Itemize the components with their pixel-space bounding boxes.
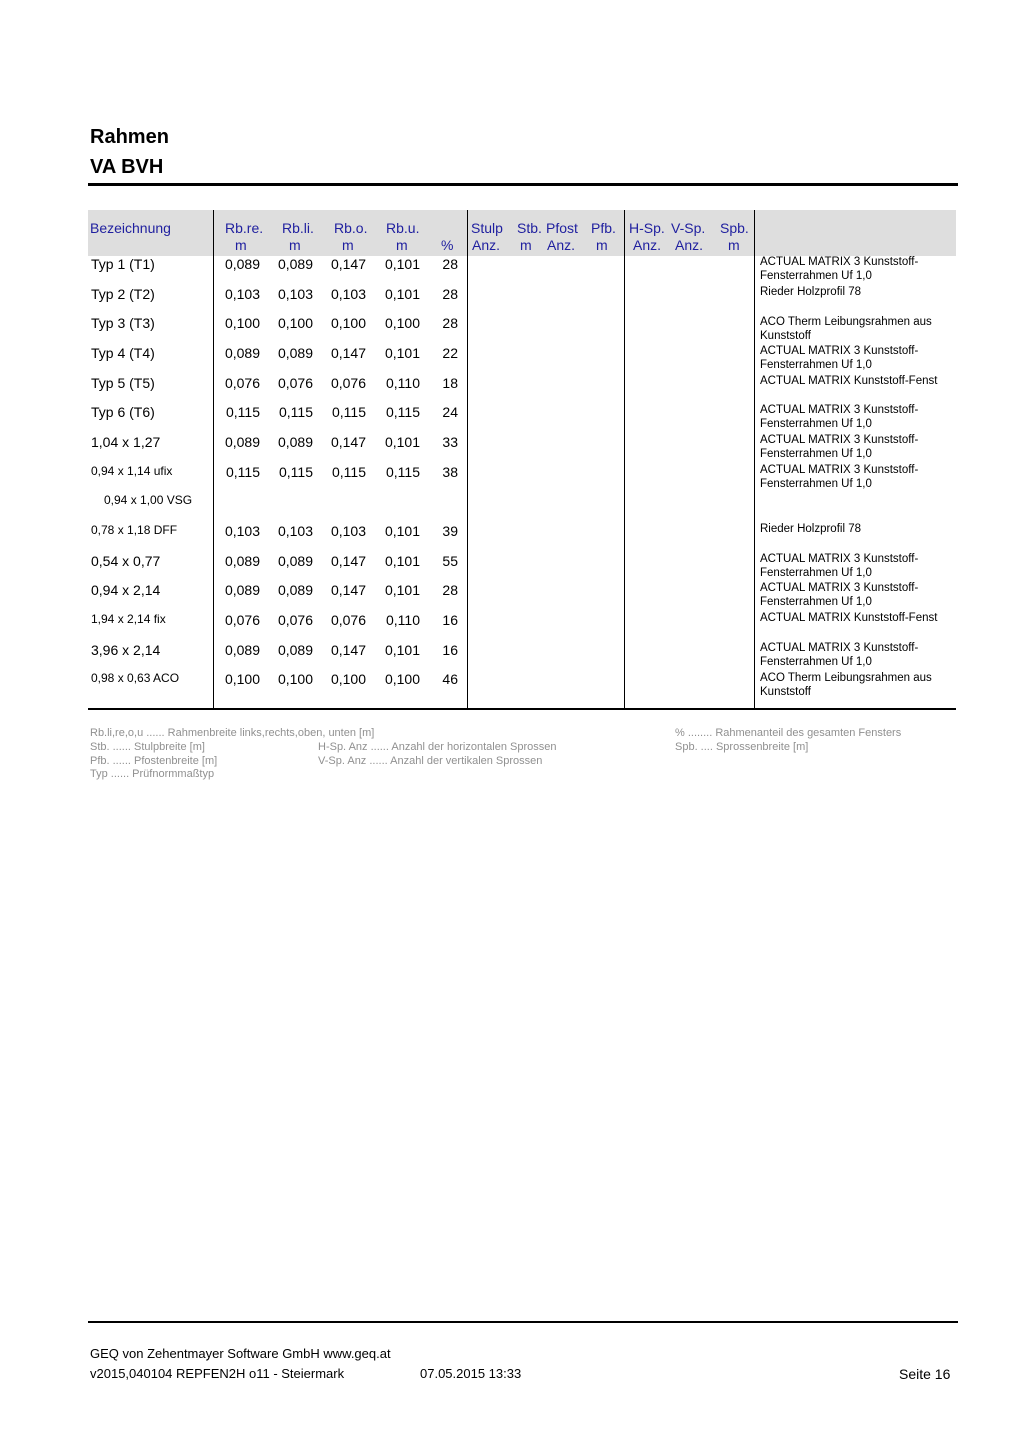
header-rbu-unit: m	[396, 237, 408, 253]
row-rbu: 0,115	[386, 404, 420, 420]
row-rbli: 0,089	[277, 256, 313, 272]
row-rbli: 0,103	[277, 286, 313, 302]
row-rbo: 0,076	[330, 375, 366, 391]
row-rbre: 0,100	[224, 315, 260, 331]
row-percent: 46	[442, 671, 458, 687]
row-rbre: 0,076	[224, 612, 260, 628]
row-rbli: 0,089	[277, 434, 313, 450]
row-name: Typ 2 (T2)	[91, 286, 155, 302]
header-pfost-unit: Anz.	[547, 237, 576, 253]
row-rbo: 0,103	[330, 286, 366, 302]
header-stb-unit: m	[520, 237, 532, 253]
row-rbre: 0,103	[224, 286, 260, 302]
row-rbu: 0,101	[384, 553, 420, 569]
page-subtitle: VA BVH	[90, 156, 164, 178]
row-percent: 16	[442, 612, 458, 628]
footer-version: v2015,040104 REPFEN2H o11 - Steiermark	[90, 1366, 345, 1381]
legend-hsp: H-Sp. Anz ...... Anzahl der horizontalen Sprossen	[318, 741, 557, 753]
row-rbli: 0,089	[277, 345, 313, 361]
row-name: 0,54 x 0,77	[91, 553, 161, 569]
row-rbli: 0,100	[277, 671, 313, 687]
row-rbli: 0,089	[277, 582, 313, 598]
row-rbu: 0,101	[384, 256, 420, 272]
row-rbu: 0,101	[384, 582, 420, 598]
column-divider	[754, 210, 755, 710]
row-rbo: 0,147	[330, 256, 366, 272]
row-rbre: 0,076	[224, 375, 260, 391]
row-rbu: 0,110	[386, 375, 420, 391]
header-stulp-unit: Anz.	[472, 237, 501, 253]
row-rbu: 0,101	[384, 642, 420, 658]
header-stulp: Stulp	[471, 220, 503, 236]
row-percent: 39	[442, 523, 458, 539]
row-percent: 33	[442, 434, 458, 450]
header-percent: %	[441, 237, 454, 253]
row-name: 1,04 x 1,27	[91, 434, 161, 450]
row-name: 1,94 x 2,14 fix	[91, 612, 166, 626]
row-description: Rieder Holzprofil 78	[760, 286, 861, 298]
row-rbre: 0,115	[226, 464, 260, 480]
column-divider	[213, 210, 214, 710]
row-description: ACTUAL MATRIX 3 Kunststoff-Fensterrahmen Uf 1,0	[760, 404, 919, 430]
row-name: Typ 4 (T4)	[91, 345, 155, 361]
footer-page-number: Seite 16	[899, 1366, 951, 1382]
header-vsp: V-Sp.	[671, 220, 706, 236]
row-percent: 28	[442, 256, 458, 272]
header-rbre-unit: m	[235, 237, 247, 253]
header-rule	[88, 183, 958, 186]
row-rbu: 0,101	[384, 523, 420, 539]
row-description: ACTUAL MATRIX 3 Kunststoff-Fensterrahmen Uf 1,0	[760, 582, 919, 608]
row-rbo: 0,076	[330, 612, 366, 628]
row-percent: 55	[442, 553, 458, 569]
row-name: 0,94 x 2,14	[91, 582, 161, 598]
row-rbo: 0,103	[330, 523, 366, 539]
row-rbli: 0,076	[277, 375, 313, 391]
row-percent: 28	[442, 315, 458, 331]
row-percent: 22	[442, 345, 458, 361]
row-rbu: 0,110	[386, 612, 420, 628]
row-name: 0,78 x 1,18 DFF	[91, 523, 178, 537]
legend-stb: Stb. ...... Stulpbreite [m]	[90, 741, 205, 753]
row-rbu: 0,101	[384, 286, 420, 302]
row-percent: 24	[442, 404, 458, 420]
row-rbre: 0,089	[224, 434, 260, 450]
legend-vsp: V-Sp. Anz ...... Anzahl der vertikalen Sprossen	[318, 755, 543, 767]
row-rbli: 0,076	[277, 612, 313, 628]
row-percent: 28	[442, 582, 458, 598]
row-name: 0,94 x 1,00 VSG	[104, 493, 193, 507]
header-rbo-unit: m	[342, 237, 354, 253]
row-rbu: 0,100	[384, 671, 420, 687]
row-rbo: 0,100	[330, 671, 366, 687]
header-pfb-unit: m	[596, 237, 608, 253]
header-pfb: Pfb.	[591, 220, 616, 236]
footer-date: 07.05.2015 13:33	[420, 1366, 522, 1381]
row-description: Rieder Holzprofil 78	[760, 523, 861, 535]
row-description: ACTUAL MATRIX 3 Kunststoff-Fensterrahmen Uf 1,0	[760, 464, 919, 490]
legend-typ: Typ ...... Prüfnormmaßtyp	[90, 768, 215, 780]
row-name: Typ 1 (T1)	[91, 256, 155, 272]
row-rbo: 0,147	[330, 642, 366, 658]
row-rbli: 0,115	[279, 464, 313, 480]
row-rbu: 0,100	[384, 315, 420, 331]
row-percent: 16	[442, 642, 458, 658]
row-rbli: 0,115	[279, 404, 313, 420]
row-description: ACTUAL MATRIX 3 Kunststoff-Fensterrahmen Uf 1,0	[760, 256, 919, 282]
legend-percent: % ........ Rahmenanteil des gesamten Fensters	[675, 727, 902, 739]
row-percent: 28	[442, 286, 458, 302]
row-description: ACTUAL MATRIX 3 Kunststoff-Fensterrahmen Uf 1,0	[760, 642, 919, 668]
legend-spb: Spb. .... Sprossenbreite [m]	[675, 741, 809, 753]
row-percent: 38	[442, 464, 458, 480]
row-percent: 18	[442, 375, 458, 391]
row-description: ACTUAL MATRIX 3 Kunststoff-Fensterrahmen Uf 1,0	[760, 345, 919, 371]
header-rbli: Rb.li.	[282, 220, 314, 236]
header-vsp-unit: Anz.	[675, 237, 704, 253]
row-description: ACTUAL MATRIX Kunststoff-Fenst	[760, 375, 938, 387]
column-divider	[624, 210, 625, 710]
row-name: Typ 6 (T6)	[91, 404, 155, 420]
row-name: Typ 3 (T3)	[91, 315, 155, 331]
row-rbre: 0,089	[224, 345, 260, 361]
row-rbu: 0,101	[384, 434, 420, 450]
column-divider	[467, 210, 468, 710]
header-rbli-unit: m	[289, 237, 301, 253]
footer-company: GEQ von Zehentmayer Software GmbH www.geq.at	[90, 1346, 391, 1361]
row-rbli: 0,103	[277, 523, 313, 539]
row-rbre: 0,100	[224, 671, 260, 687]
row-name: 0,94 x 1,14 ufix	[91, 464, 173, 478]
row-description: ACTUAL MATRIX Kunststoff-Fenst	[760, 612, 938, 624]
row-rbo: 0,147	[330, 582, 366, 598]
row-rbli: 0,089	[277, 553, 313, 569]
row-rbu: 0,115	[386, 464, 420, 480]
row-name: Typ 5 (T5)	[91, 375, 155, 391]
row-rbo: 0,115	[332, 404, 366, 420]
header-spb: Spb.	[720, 220, 749, 236]
legend-pfb: Pfb. ...... Pfostenbreite [m]	[90, 755, 218, 767]
table-bottom-rule	[88, 708, 956, 710]
row-rbre: 0,103	[224, 523, 260, 539]
row-description: ACO Therm Leibungsrahmen aus Kunststoff	[760, 672, 932, 698]
header-spb-unit: m	[728, 237, 740, 253]
header-hsp-unit: Anz.	[633, 237, 662, 253]
row-name: 0,98 x 0,63 ACO	[91, 671, 180, 685]
row-rbo: 0,147	[330, 553, 366, 569]
row-rbo: 0,115	[332, 464, 366, 480]
row-rbli: 0,100	[277, 315, 313, 331]
row-rbli: 0,089	[277, 642, 313, 658]
header-pfost: Pfost	[546, 220, 578, 236]
row-rbre: 0,089	[224, 642, 260, 658]
legend-rb: Rb.li,re,o,u ...... Rahmenbreite links,rechts,oben, unten [m]	[90, 727, 375, 739]
header-stb: Stb.	[517, 220, 542, 236]
page-title: Rahmen	[90, 126, 169, 148]
header-hsp: H-Sp.	[629, 220, 665, 236]
row-name: 3,96 x 2,14	[91, 642, 161, 658]
footer-rule	[88, 1321, 958, 1323]
row-rbo: 0,147	[330, 345, 366, 361]
row-rbre: 0,115	[226, 404, 260, 420]
header-rbu: Rb.u.	[386, 220, 420, 236]
row-rbre: 0,089	[224, 553, 260, 569]
header-bezeichnung: Bezeichnung	[90, 220, 171, 236]
row-description: ACO Therm Leibungsrahmen aus Kunststoff	[760, 316, 932, 342]
row-rbu: 0,101	[384, 345, 420, 361]
row-rbre: 0,089	[224, 256, 260, 272]
row-description: ACTUAL MATRIX 3 Kunststoff-Fensterrahmen Uf 1,0	[760, 553, 919, 579]
header-rbre: Rb.re.	[225, 220, 264, 236]
row-rbre: 0,089	[224, 582, 260, 598]
row-description: ACTUAL MATRIX 3 Kunststoff-Fensterrahmen Uf 1,0	[760, 434, 919, 460]
row-rbo: 0,147	[330, 434, 366, 450]
row-rbo: 0,100	[330, 315, 366, 331]
header-rbo: Rb.o.	[334, 220, 368, 236]
